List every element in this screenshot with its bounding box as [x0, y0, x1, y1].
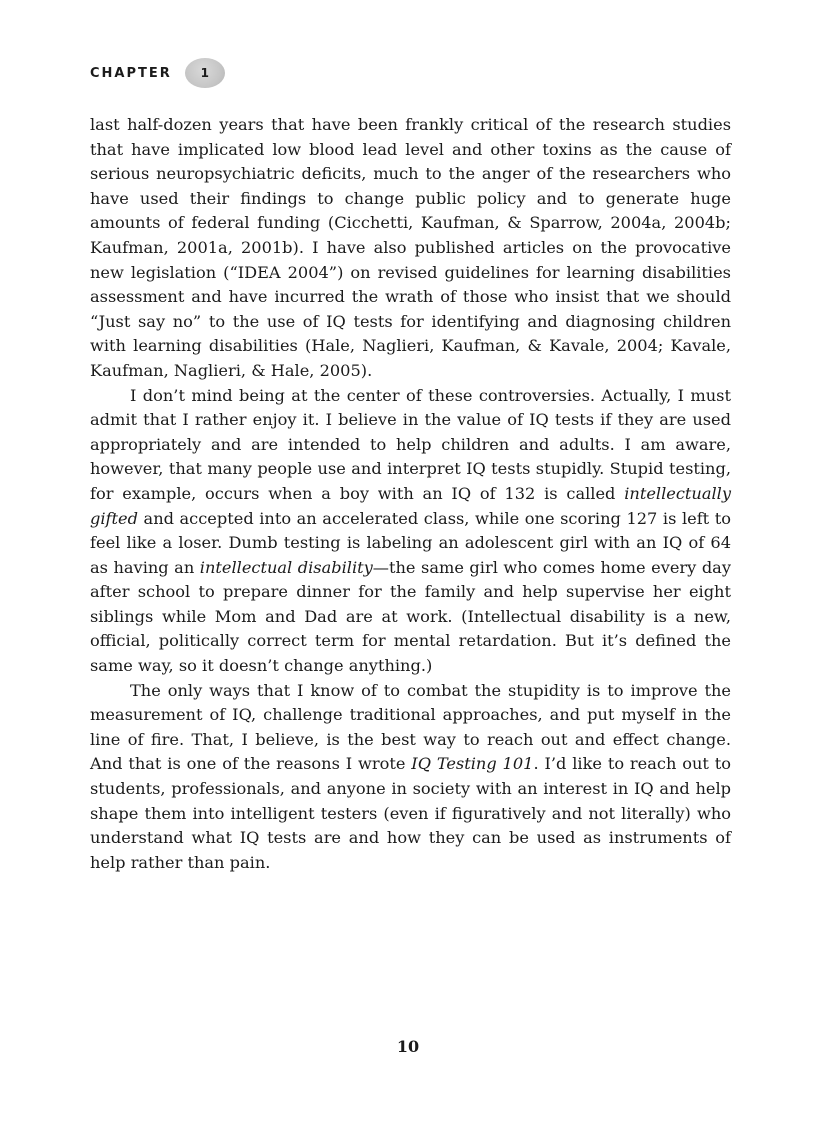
text-segment: I don’t mind being at the center of these controversies. Actually, I must admit that I rather enjoy it. I believe in the value of IQ tests if they are used appropriately and are intended to help children and adults. I am aware, however, that many people use and interpret IQ tests stupidly. Stupid testing, for example, occurs when a boy with an IQ of 132 is called: [90, 385, 731, 503]
chapter-label: CHAPTER: [90, 65, 172, 81]
paragraph-1: [90, 113, 731, 384]
italic-book-title: IQ Testing 101: [411, 754, 534, 774]
text-segment: and accepted into an accelerated class, while one scoring 127 is left to feel like a loser. Dumb testing is labeling an adolescent girl with an IQ of 64 as having an: [90, 508, 731, 577]
body-text: [90, 113, 731, 875]
text-segment: The only ways that I know of to combat the stupidity is to improve the measurement of IQ, challenge traditional approaches, and put myself in the line of fire. That, I believe, is the best way to reach out and effect change. And that is one of the reasons I wrote: [90, 680, 731, 774]
text-segment: last half-dozen years that have been frankly critical of the research studies that have implicated low blood lead level and other toxins as the cause of serious neuropsychiatric deficits, much to the anger of the researchers who have used their findings to change public policy and to generate huge amounts of federal funding (Cicchetti, Kaufman, & Sparrow, 2004a, 2004b; Kaufman, 2001a, 2001b). I have also published articles on the provocative new legislation (“IDEA 2004”) on revised guidelines for learning disabilities assessment and have incurred the wrath of those who insist that we should “Just say no” to the use of IQ tests for identifying and diagnosing children with learning disabilities (Hale, Naglieri, Kaufman, & Kavale, 2004; Kavale, Kaufman, Naglieri, & Hale, 2005).: [90, 115, 731, 380]
paragraph-3: [90, 679, 731, 876]
italic-term-intellectual-disability: intellectual disability: [199, 557, 373, 577]
chapter-number-badge: 1: [185, 58, 225, 88]
paragraph-2: [90, 384, 731, 679]
text-segment: —the same girl who comes home every day after school to prepare dinner for the family and help supervise her eight siblings while Mom and Dad are at work. (Intellectual disability is a new, official, politically correct term for mental retardation. But it’s defined the same way, so it doesn’t change anything.): [90, 557, 731, 676]
page-number: 10: [396, 1037, 420, 1056]
italic-term-intellectually-gifted: intellectually gifted: [90, 483, 731, 528]
running-header: [90, 58, 225, 88]
text-segment: . I’d like to reach out to students, professionals, and anyone in society with an interest in IQ and help shape them into intelligent testers (even if figuratively and not literally) who understand what IQ tests are and how they can be used as instruments of help rather than pain.: [90, 754, 732, 872]
